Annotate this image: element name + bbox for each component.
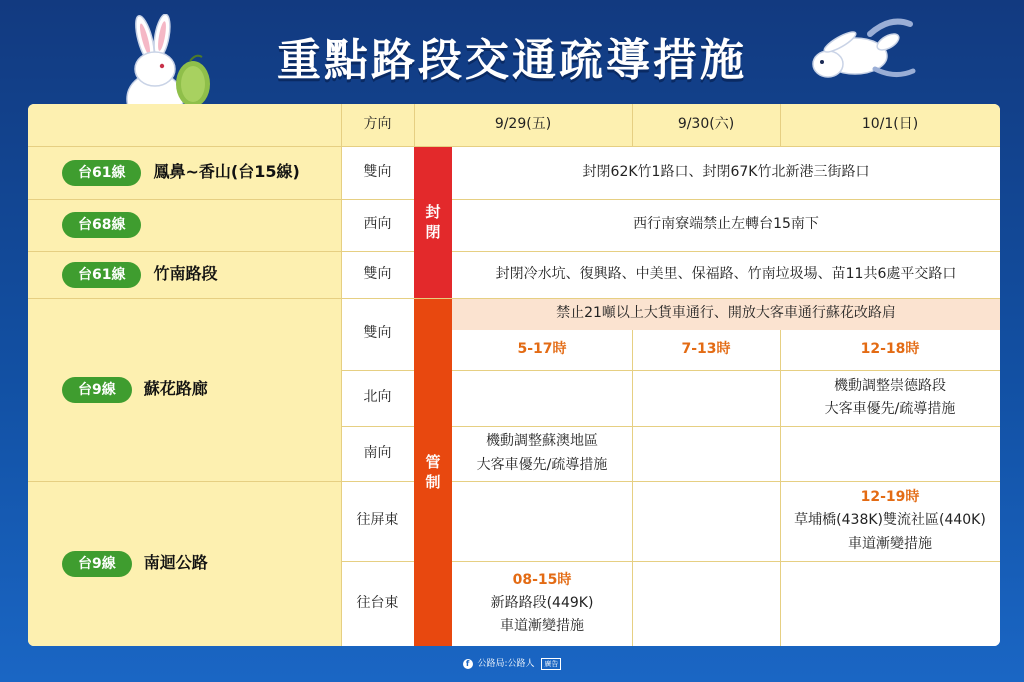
measure-line: 新路路段(449K) — [490, 594, 594, 611]
facebook-icon: f — [463, 659, 473, 669]
route-badge: 台61線 — [62, 262, 141, 288]
route-name: 鳳鼻~香山(台15線) — [153, 162, 300, 182]
suhua-note: 禁止21噸以上大貨車通行、開放大客車通行蘇花改路肩 — [452, 298, 1000, 330]
closed-band-char: 封 — [425, 203, 441, 221]
control-band-char: 制 — [425, 473, 441, 491]
grid-line — [452, 199, 1000, 200]
measure-line: 機動調整蘇澳地區 — [486, 433, 598, 450]
empty-cell — [632, 426, 780, 481]
empty-cell — [632, 481, 780, 561]
pingtung-measure — [780, 481, 1000, 561]
empty-cell — [452, 370, 632, 426]
empty-cell — [632, 561, 780, 646]
route-row-nanhui — [28, 481, 341, 646]
empty-cell — [452, 481, 632, 561]
measure-text: 封閉冷水坑、復興路、中美里、保福路、竹南垃圾場、苗11共6處平交路口 — [452, 251, 1000, 298]
route-name: 竹南路段 — [153, 264, 218, 284]
route-row-2 — [28, 199, 341, 251]
grid-line — [780, 104, 781, 146]
footer-text: 公路局:公路人 — [477, 659, 535, 669]
grid-line — [452, 370, 1000, 371]
measure-line: 車道漸變措施 — [848, 535, 932, 552]
page-title: 重點路段交通疏導措施 — [277, 35, 747, 86]
route-badge: 台68線 — [62, 212, 141, 238]
header-date-2: 9/30(六) — [632, 104, 780, 146]
header-direction: 方向 — [341, 104, 414, 146]
hours-text: 7-13時 — [632, 330, 780, 370]
measure-line: 機動調整崇德路段 — [834, 377, 946, 394]
grid-line — [28, 251, 414, 252]
direction-cell: 雙向 — [341, 298, 414, 370]
measure-line: 大客車優先/疏導措施 — [824, 401, 956, 417]
header-date-1: 9/29(五) — [414, 104, 632, 146]
grid-line — [28, 481, 414, 482]
route-name: 南迴公路 — [143, 553, 208, 573]
measure-text: 封閉62K竹1路口、封閉67K竹北新港三街路口 — [452, 146, 1000, 199]
measure-line: 車道漸變措施 — [500, 618, 584, 635]
empty-cell — [780, 561, 1000, 646]
header-date-3: 10/1(日) — [780, 104, 1000, 146]
north-measure — [780, 370, 1000, 426]
grid-line — [414, 104, 415, 146]
measure-line: 草埔橋(438K)雙流社區(440K) — [794, 512, 986, 529]
hours-text: 12-19時 — [860, 489, 920, 506]
taitung-measure — [452, 561, 632, 646]
route-name: 蘇花路廊 — [143, 379, 208, 399]
grid-line — [28, 298, 1000, 299]
closed-band-char: 閉 — [425, 223, 441, 241]
south-measure — [452, 426, 632, 481]
hours-text: 08-15時 — [512, 571, 572, 588]
grid-line — [780, 330, 781, 646]
grid-line — [341, 561, 414, 562]
empty-cell — [780, 426, 1000, 481]
direction-cell: 南向 — [341, 426, 414, 481]
grid-line — [452, 426, 1000, 427]
hours-text: 5-17時 — [452, 330, 632, 370]
grid-line — [341, 426, 414, 427]
route-badge: 台9線 — [62, 377, 132, 403]
grid-line — [452, 561, 1000, 562]
route-row-3 — [28, 251, 341, 298]
closed-band — [414, 146, 452, 298]
grid-line — [341, 370, 414, 371]
grid-line — [632, 104, 633, 146]
control-band-char: 管 — [425, 453, 441, 471]
grid-line — [452, 251, 1000, 252]
direction-cell: 雙向 — [341, 146, 414, 199]
traffic-table — [28, 104, 1000, 646]
direction-cell: 往屏東 — [341, 481, 414, 561]
route-badge: 台61線 — [62, 160, 141, 186]
direction-cell: 西向 — [341, 199, 414, 251]
measure-text: 西行南寮端禁止左轉台15南下 — [452, 199, 1000, 251]
flying-rabbit-icon — [800, 14, 920, 89]
direction-cell: 北向 — [341, 370, 414, 426]
ad-tag: 廣告 — [541, 658, 561, 670]
header-corner — [28, 104, 341, 146]
control-band — [414, 298, 452, 646]
measure-line: 大客車優先/疏導措施 — [476, 456, 608, 473]
route-row-1 — [28, 146, 341, 199]
grid-line — [452, 481, 1000, 482]
footer — [0, 656, 1024, 670]
grid-line — [28, 146, 1000, 147]
direction-cell: 往台東 — [341, 561, 414, 646]
grid-line — [28, 199, 414, 200]
route-row-suhua — [28, 298, 341, 481]
direction-cell: 雙向 — [341, 251, 414, 298]
empty-cell — [632, 370, 780, 426]
hours-text: 12-18時 — [780, 330, 1000, 370]
route-badge: 台9線 — [62, 551, 132, 577]
grid-line — [341, 104, 342, 646]
grid-line — [632, 330, 633, 646]
